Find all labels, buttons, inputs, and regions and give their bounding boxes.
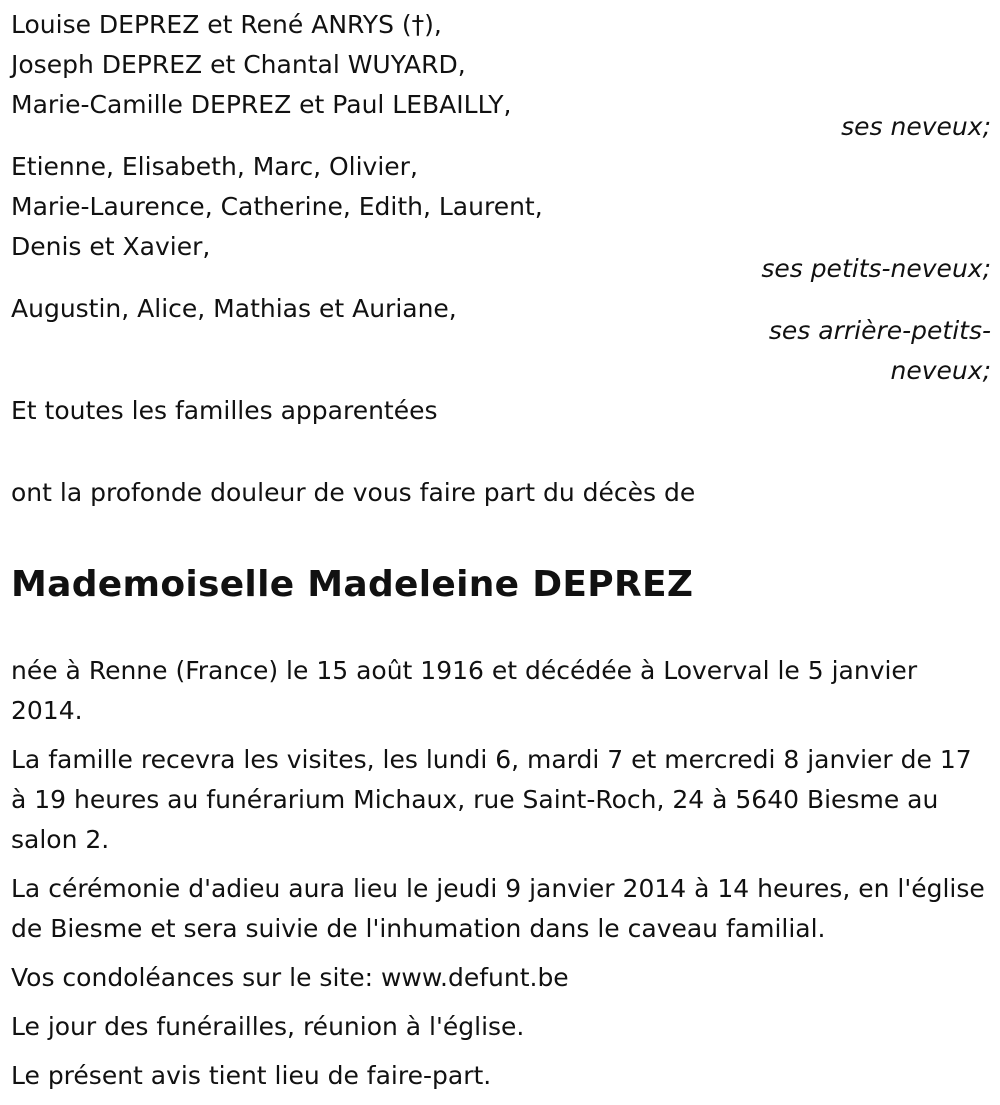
funeral-meeting-paragraph: Le jour des funérailles, réunion à l'église. — [11, 1012, 525, 1041]
relation-label-great-grandnephews: ses arrière-petits- — [768, 316, 991, 345]
notice-paragraph: Le présent avis tient lieu de faire-part. — [11, 1061, 492, 1090]
birth-death-paragraph: née à Renne (France) le 15 août 1916 et décédée à Loverval le 5 janvier 2014. — [11, 656, 918, 725]
family-line: Augustin, Alice, Mathias et Auriane, — [11, 294, 457, 323]
family-line: Louise DEPREZ et René ANRYS (†), — [11, 10, 442, 39]
condolences-paragraph: Vos condoléances sur le site: www.defunt.be — [11, 963, 569, 992]
deceased-name: Mademoiselle Madeleine DEPREZ — [11, 564, 694, 605]
family-line: Marie-Camille DEPREZ et Paul LEBAILLY, — [11, 90, 512, 119]
obituary-notice — [11, 5, 991, 1105]
family-line: Etienne, Elisabeth, Marc, Olivier, — [11, 152, 418, 181]
family-line: Marie-Laurence, Catherine, Edith, Laurent, — [11, 192, 543, 221]
ceremony-paragraph: La cérémonie d'adieu aura lieu le jeudi 9 janvier 2014 à 14 heures, en l'église de Biesme et sera suivie de l'inhumation dans le caveau familial. — [11, 874, 985, 943]
family-line: Denis et Xavier, — [11, 232, 211, 261]
announcement-line: ont la profonde douleur de vous faire part du décès de — [11, 478, 696, 507]
family-line: Joseph DEPREZ et Chantal WUYARD, — [11, 50, 466, 79]
relation-label-great-grandnephews-cont: neveux; — [890, 356, 991, 385]
relation-label-grandnephews: ses petits-neveux; — [761, 254, 991, 283]
relation-label-nephews: ses neveux; — [841, 112, 991, 141]
family-closing-line: Et toutes les familles apparentées — [11, 396, 438, 425]
visitation-paragraph: La famille recevra les visites, les lundi 6, mardi 7 et mercredi 8 janvier de 17 à 19 heures au funérarium Michaux, rue Saint-Roch, 24 à 5640 Biesme au salon 2. — [11, 745, 972, 854]
